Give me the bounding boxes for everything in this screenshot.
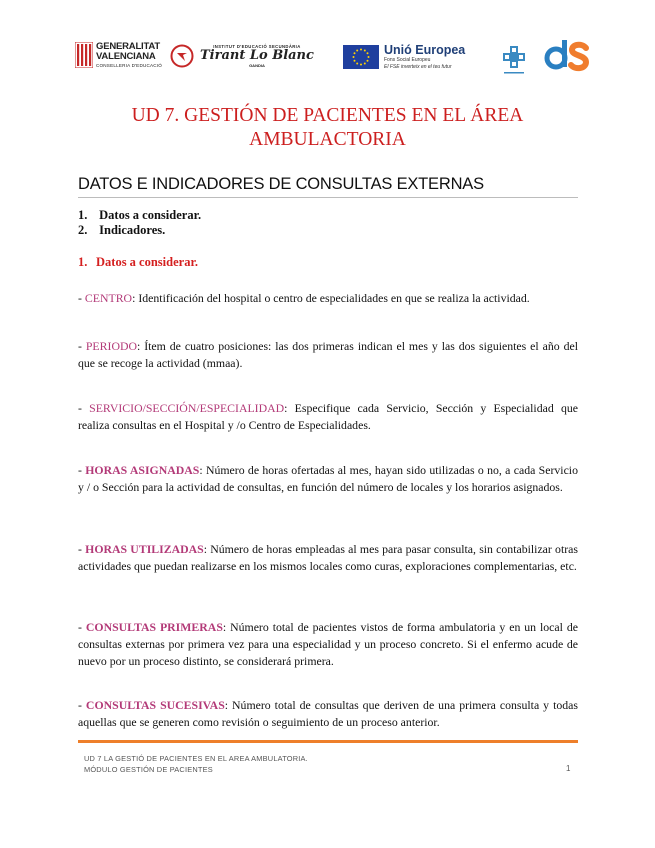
definition-paragraph: - SERVICIO/SECCIÓN/ESPECIALIDAD: Especifique cada Servicio, Sección y Especialidad que realiza consultas en el Hospital y /o Centro de Especialidades. — [78, 401, 578, 432]
definition-paragraph: - PERIODO: Ítem de cuatro posiciones: las dos primeras indican el mes y las dos siguientes el año del que se recoge la actividad (mmaa). — [78, 339, 578, 370]
definition-separator: : — [222, 620, 227, 634]
definition-paragraph: - HORAS UTILIZADAS: Número de horas empleadas al mes para pasar consulta, sin contabilizar otras actividades que puedan realizarse en los mismos locales como curas, exploraciones complementarias, etc. — [78, 542, 578, 573]
tirant-institute-label: INSTITUT D'EDUCACIÓ SECUNDÀRIA — [213, 44, 301, 49]
toc-item-label: Indicadores. — [99, 223, 166, 237]
toc-item — [78, 208, 578, 223]
subheading-number: 1. — [78, 255, 88, 269]
toc-item-number: 2. — [78, 223, 88, 237]
definition-separator: : — [132, 291, 136, 305]
definition-term: CONSULTAS PRIMERAS — [85, 620, 223, 634]
definition-text: Identificación del hospital o centro de especialidades en que se realiza la actividad. — [135, 291, 530, 305]
definition-text: Ítem de cuatro posiciones: las dos primeras indican el mes y las dos siguientes el año del que se recoge la actividad (mmaa). — [78, 339, 578, 370]
definition-text: Número total de pacientes vistos de forma ambulatoria y en un local de consultas externas por primera vez para una especialidad y un proceso concreto. Si el enfermo acude de nuevo por un proceso distinto, se considerará primera. — [78, 620, 578, 668]
definition-separator: : — [199, 463, 203, 477]
definition-text: Número de horas ofertadas al mes, hayan sido utilizadas o no, a cada Servicio y / o Sección para la actividad de consultas, en función del número de locales y los horarios asignados. — [78, 463, 578, 494]
footer-divider — [78, 740, 578, 743]
definition-text: Número de horas empleadas al mes para pasar consulta, sin contabilizar otras actividades que puedan realizarse en los mismos locales como curas, exploraciones complementarias, etc. — [78, 542, 578, 573]
table-of-contents — [78, 208, 578, 238]
definition-paragraph: - CONSULTAS SUCESIVAS: Número total de consultas que deriven de una primera consulta y todas aquellas que se generen como revisión o seguimiento de un proceso anterior. — [78, 698, 578, 729]
gva-line1: GENERALITAT — [96, 41, 160, 52]
tirant-lo-blanc-logo — [170, 44, 314, 68]
subheading-label: Datos a considerar. — [96, 255, 198, 269]
ds-logo-icon — [542, 38, 590, 76]
section-heading: DATOS E INDICADORES DE CONSULTAS EXTERNAS — [78, 175, 484, 193]
eu-title: Unió Europea — [384, 43, 466, 57]
tirant-city: GANDIA — [249, 63, 265, 68]
health-cross-icon — [501, 44, 527, 76]
definition-separator: : — [137, 339, 141, 353]
tirant-emblem-icon — [170, 44, 194, 68]
footer-line1: UD 7 LA GESTIÓ DE PACIENTES EN EL AREA AMBULATORIA. — [84, 754, 308, 763]
eu-sub: Fons Social Europeu — [384, 57, 431, 63]
definition-text: Número total de consultas que deriven de una primera consulta y todas aquellas que se generen como revisión o seguimiento de un proceso anterior. — [78, 698, 578, 729]
toc-item — [78, 223, 578, 238]
generalitat-bars-icon — [75, 42, 93, 68]
definition-term: HORAS ASIGNADAS — [85, 463, 200, 477]
gva-sub: CONSELLERIA D'EDUCACIÓ — [96, 63, 163, 68]
page-number: 1 — [566, 764, 571, 773]
union-europea-logo — [343, 44, 465, 70]
definition-term: PERIODO — [85, 339, 137, 353]
definition-term: HORAS UTILIZADAS — [85, 542, 204, 556]
definition-text: Especifique cada Servicio, Sección y Especialidad que realiza consultas en el Hospital y /o Centro de Especialidades. — [78, 401, 578, 432]
toc-item-label: Datos a considerar. — [99, 208, 202, 222]
definition-separator: : — [284, 401, 288, 415]
subheading — [78, 255, 198, 270]
definition-separator: : — [203, 542, 208, 556]
gva-line2: VALENCIANA — [96, 51, 156, 62]
eu-tagline: El FSE inverteix en el teu futur — [384, 64, 452, 70]
definition-separator: : — [224, 698, 229, 712]
definition-term: SERVICIO/SECCIÓN/ESPECIALIDAD — [89, 401, 285, 415]
definition-paragraph: - HORAS ASIGNADAS: Número de horas ofertadas al mes, hayan sido utilizadas o no, a cada Servicio y / o Sección para la actividad de consultas, en función del número de locales y los horarios asignados. — [78, 463, 578, 494]
footer-text — [84, 753, 308, 775]
generalitat-valenciana-logo — [75, 42, 162, 69]
toc-item-number: 1. — [78, 208, 88, 222]
section-divider — [78, 197, 578, 198]
tirant-name: Tirant Lo Blanc — [200, 48, 314, 63]
definition-term: CENTRO — [84, 291, 133, 305]
eu-flag-icon — [343, 45, 379, 69]
definition-paragraph: - CENTRO: Identificación del hospital o centro de especialidades en que se realiza la actividad. — [78, 291, 530, 305]
document-title: UD 7. GESTIÓN DE PACIENTES EN EL ÁREA AMBULACTORIA — [131, 105, 524, 150]
header-logos — [0, 38, 655, 90]
footer-line2: MÓDULO GESTIÓN DE PACIENTES — [84, 765, 213, 774]
definition-paragraph: - CONSULTAS PRIMERAS: Número total de pacientes vistos de forma ambulatoria y en un local de consultas externas por primera vez para una especialidad y un proceso concreto. Si el enfermo acude de nuevo por un proceso distinto, se considerará primera. — [78, 620, 578, 668]
definition-term: CONSULTAS SUCESIVAS — [85, 698, 225, 712]
